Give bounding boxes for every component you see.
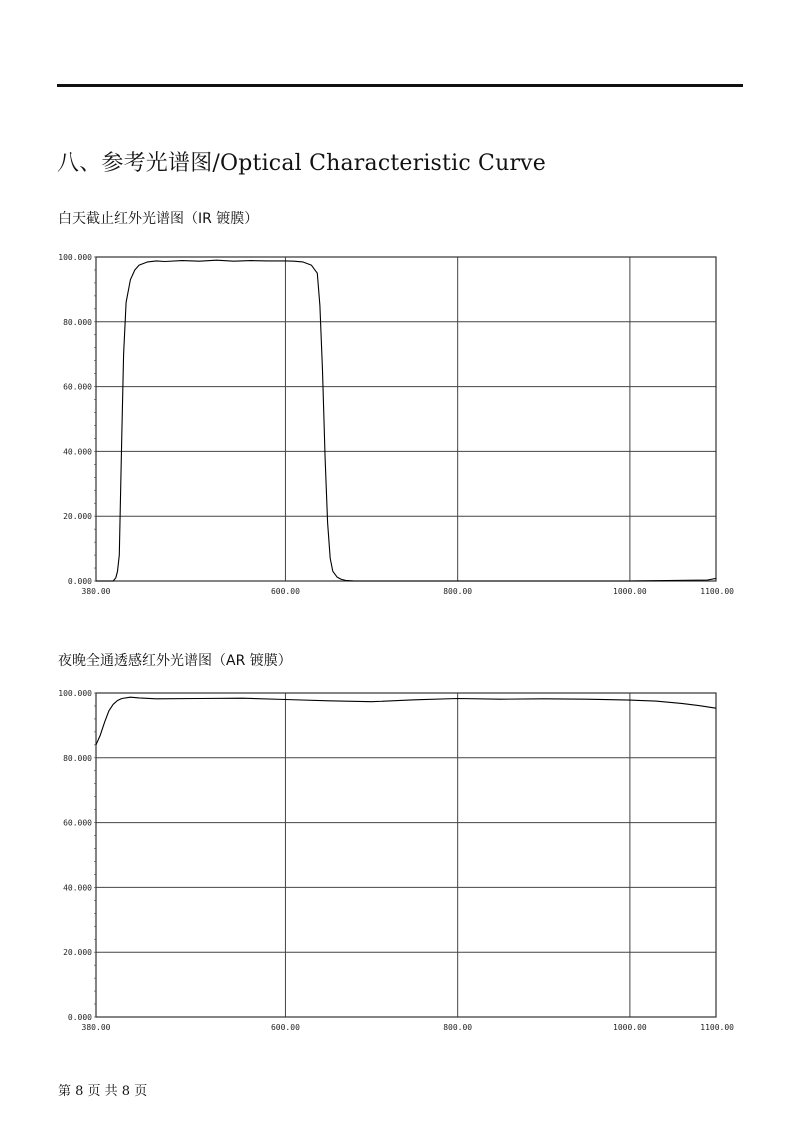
transmittance-curve (96, 697, 716, 745)
x-tick-label: 1100.00 (700, 587, 734, 596)
chart-title-ir: 白天截止红外光谱图（IR 镀膜） (58, 211, 259, 227)
y-tick-label: 100.000 (58, 253, 92, 262)
x-tick-label: 800.00 (443, 1023, 473, 1032)
page-footer: 第 8 页 共 8 页 (58, 1084, 148, 1099)
y-tick-label: 60.000 (63, 818, 92, 828)
y-tick-label: 0.000 (67, 577, 92, 586)
y-tick-label: 40.000 (63, 883, 92, 893)
y-tick-label: 40.000 (63, 447, 92, 457)
ar-spectrum-chart (52, 684, 742, 1044)
x-tick-label: 1000.00 (613, 1023, 647, 1032)
transmittance-curve (96, 260, 716, 581)
plot-frame (96, 257, 716, 581)
x-tick-label: 800.00 (443, 587, 473, 596)
x-tick-label: 380.00 (81, 587, 111, 596)
y-tick-label: 20.000 (63, 512, 92, 522)
chart-title-ar: 夜晚全通透感红外光谱图（AR 镀膜） (58, 653, 292, 669)
y-tick-label: 20.000 (63, 948, 92, 958)
ir-spectrum-chart (52, 248, 742, 608)
x-tick-label: 380.00 (81, 1023, 111, 1032)
y-tick-label: 100.000 (58, 689, 92, 698)
y-tick-label: 0.000 (67, 1013, 92, 1022)
header-rule (57, 84, 743, 87)
x-tick-label: 600.00 (270, 587, 300, 596)
plot-frame (96, 693, 716, 1017)
y-tick-label: 80.000 (63, 753, 92, 763)
x-tick-label: 600.00 (270, 1023, 300, 1032)
x-tick-label: 1000.00 (613, 587, 647, 596)
y-tick-label: 60.000 (63, 382, 92, 392)
section-heading: 八、参考光谱图/Optical Characteristic Curve (57, 151, 547, 176)
x-tick-label: 1100.00 (700, 1023, 734, 1032)
y-tick-label: 80.000 (63, 317, 92, 327)
